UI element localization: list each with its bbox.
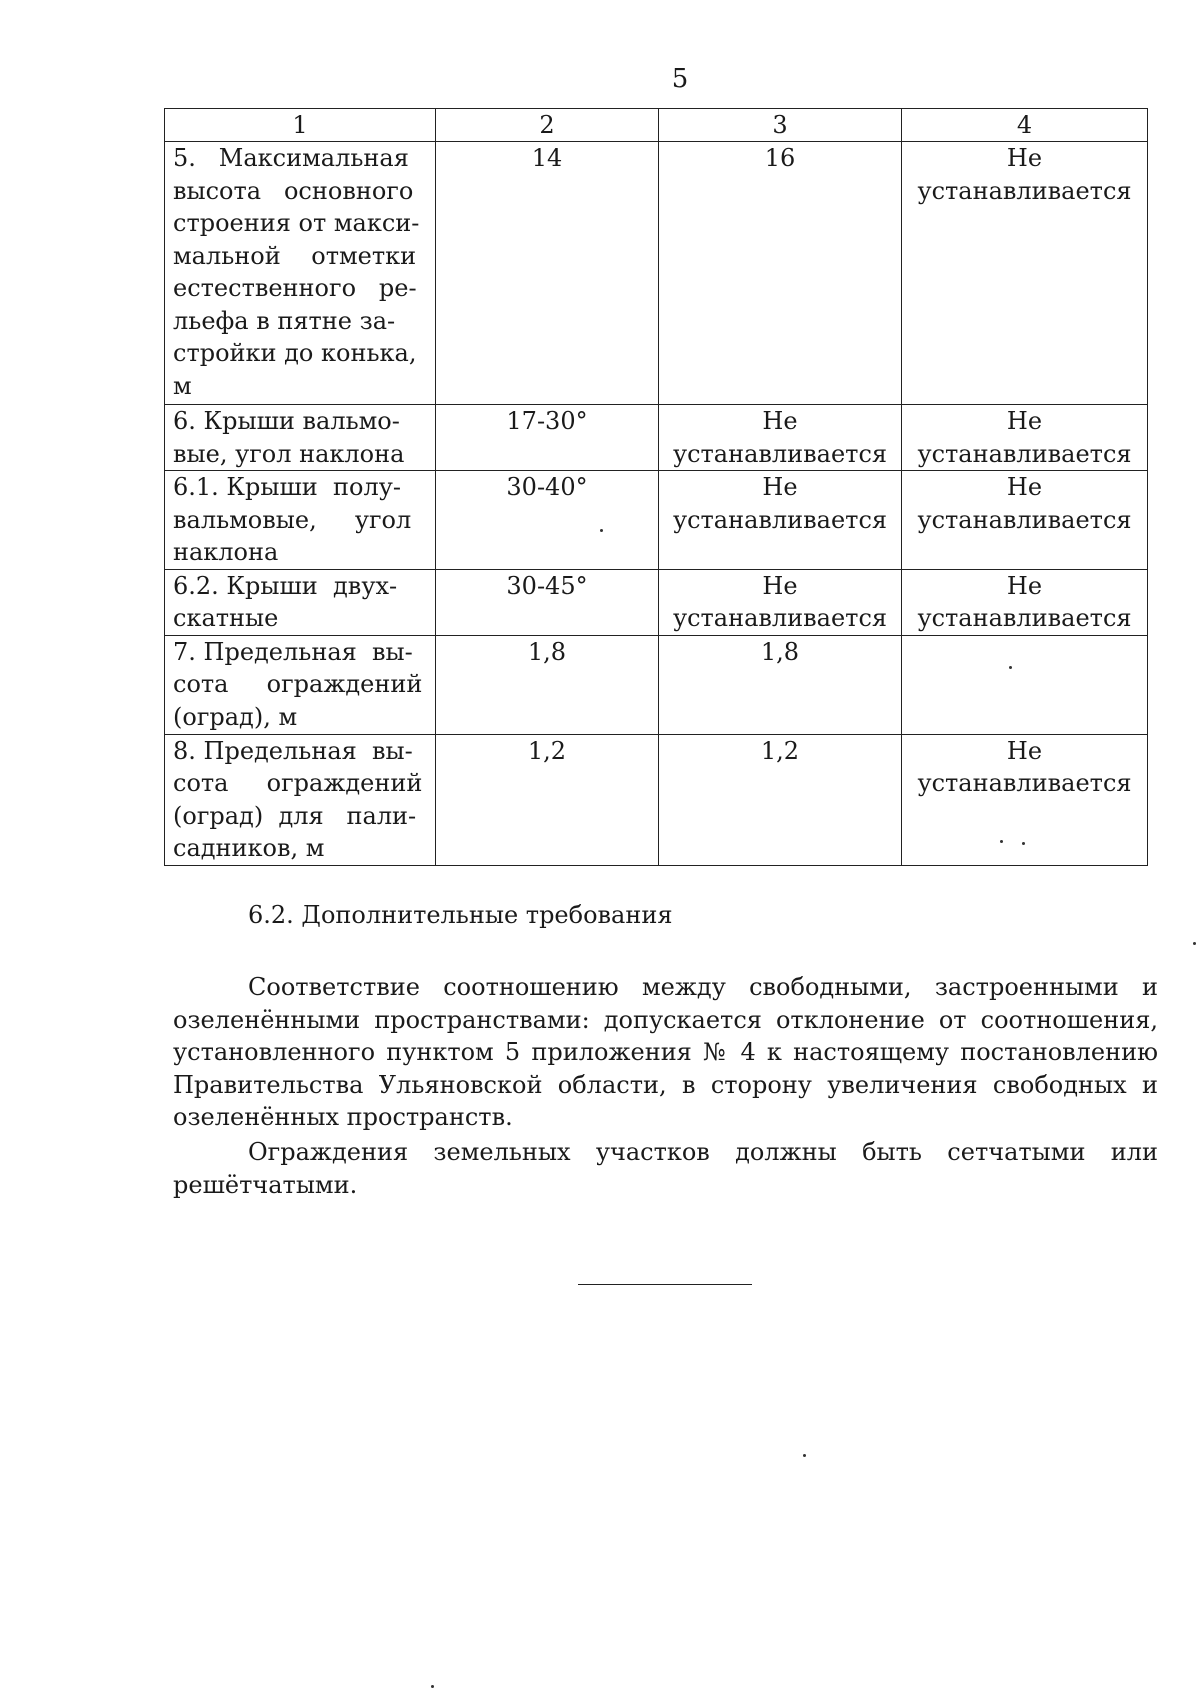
scan-speck: [803, 1454, 806, 1457]
cell-line: м: [173, 371, 192, 400]
column-header: 4: [902, 109, 1148, 142]
cell-value: [902, 142, 1148, 405]
cell-line: 16: [764, 144, 796, 172]
cell-line: Не: [762, 407, 798, 435]
cell-line: 17-30°: [506, 407, 588, 435]
cell-line: строения от макси-: [173, 209, 420, 237]
page-number: 5: [671, 64, 689, 94]
header-row: [165, 109, 1148, 142]
cell-line: сота ограждений: [173, 769, 423, 797]
table-body: [165, 142, 1148, 866]
cell-line: скатные: [173, 604, 279, 632]
cell-value: [659, 142, 902, 405]
table-row: [165, 569, 1148, 635]
cell-line: устанавливается: [672, 604, 888, 632]
cell-line: 5. Максимальная: [173, 144, 409, 172]
cell-line: устанавливается: [917, 769, 1132, 797]
cell-line: 6.1. Крыши полу-: [173, 473, 401, 501]
cell-line: Не: [1006, 144, 1043, 172]
cell-value: [902, 471, 1148, 570]
cell-line: устанавливается: [672, 439, 888, 468]
cell-value: [659, 734, 902, 865]
cell-line: естественного ре-: [173, 274, 417, 302]
cell-line: сота ограждений: [173, 670, 423, 698]
cell-line: льефа в пятне за-: [173, 306, 396, 335]
scan-speck: [1000, 840, 1003, 843]
cell-line: Не: [1006, 407, 1043, 435]
cell-line: (оград), м: [173, 702, 298, 731]
cell-line: Не: [762, 473, 798, 501]
cell-line: устанавливается: [917, 439, 1132, 468]
cell-value: [659, 405, 902, 471]
section-title: 6.2. Дополнительные требования: [248, 901, 673, 929]
end-rule: [578, 1284, 752, 1285]
cell-line: вые, угол наклона: [173, 439, 405, 468]
cell-line: (оград) для пали-: [173, 801, 417, 830]
cell-value: [902, 734, 1148, 865]
cell-line: 1,8: [527, 637, 567, 666]
cell-value: [436, 142, 659, 405]
cell-line: 14: [531, 144, 563, 172]
scan-speck: [600, 529, 603, 532]
regulations-table: [164, 108, 1148, 866]
column-header: 1: [165, 109, 436, 142]
table-row: [165, 142, 1148, 405]
cell-line: Не: [762, 571, 798, 600]
cell-value: [436, 734, 659, 865]
cell-line: мальной отметки: [173, 241, 417, 270]
scan-speck: [1009, 666, 1012, 669]
scan-speck: [1022, 842, 1025, 845]
paragraph: Ограждения земельных участков должны быть сетчатыми или решётчатыми.: [173, 1138, 1158, 1199]
cell-value: [902, 635, 1148, 734]
table-header: [165, 109, 1148, 142]
cell-line: стройки до конька,: [173, 339, 417, 367]
cell-value: [659, 471, 902, 570]
cell-line: Не: [1006, 571, 1043, 600]
cell-line: 8. Предельная вы-: [173, 736, 413, 765]
cell-value: [436, 405, 659, 471]
cell-value: [902, 405, 1148, 471]
scan-speck: [431, 1685, 434, 1688]
row-label: [165, 142, 436, 405]
row-label: [165, 471, 436, 570]
cell-line: 1,2: [760, 736, 800, 765]
cell-line: устанавливается: [917, 505, 1132, 534]
cell-line: Не: [1006, 736, 1043, 765]
cell-line: 30-45°: [506, 571, 588, 600]
cell-line: 1,2: [527, 736, 567, 765]
cell-value: [902, 569, 1148, 635]
cell-line: 6.2. Крыши двух-: [173, 571, 398, 600]
row-label: [165, 734, 436, 865]
row-label: [165, 635, 436, 734]
table-row: [165, 471, 1148, 570]
cell-line: вальмовые, угол: [173, 505, 412, 534]
cell-line: устанавливается: [672, 505, 888, 534]
cell-line: высота основного: [173, 176, 414, 205]
column-header: 3: [659, 109, 902, 142]
column-header: 2: [436, 109, 659, 142]
cell-value: [659, 569, 902, 635]
cell-line: 1,8: [760, 637, 800, 666]
cell-line: устанавливается: [917, 604, 1132, 632]
cell-line: садников, м: [173, 834, 325, 862]
row-label: [165, 569, 436, 635]
table-row: [165, 405, 1148, 471]
table-row: [165, 734, 1148, 865]
cell-line: 30-40°: [506, 473, 588, 501]
cell-line: 7. Предельная вы-: [173, 637, 413, 666]
paragraph: Соответствие соотношению между свободными, застроенными и озеленёнными пространствами: допускается отклонение от соотношения, установленного пунктом 5 приложения № 4 к настоящему постановлению Правительства Ульяновской области, в сторону увеличения свободных и озеленённых пространств.: [173, 973, 1158, 1131]
cell-line: Не: [1006, 473, 1043, 501]
cell-value: [436, 635, 659, 734]
cell-line: наклона: [173, 538, 279, 566]
cell-line: 6. Крыши вальмо-: [173, 407, 400, 435]
scan-speck: [1193, 942, 1196, 945]
cell-value: [436, 471, 659, 570]
cell-line: устанавливается: [917, 176, 1132, 205]
row-label: [165, 405, 436, 471]
table-row: [165, 635, 1148, 734]
cell-value: [436, 569, 659, 635]
cell-value: [659, 635, 902, 734]
